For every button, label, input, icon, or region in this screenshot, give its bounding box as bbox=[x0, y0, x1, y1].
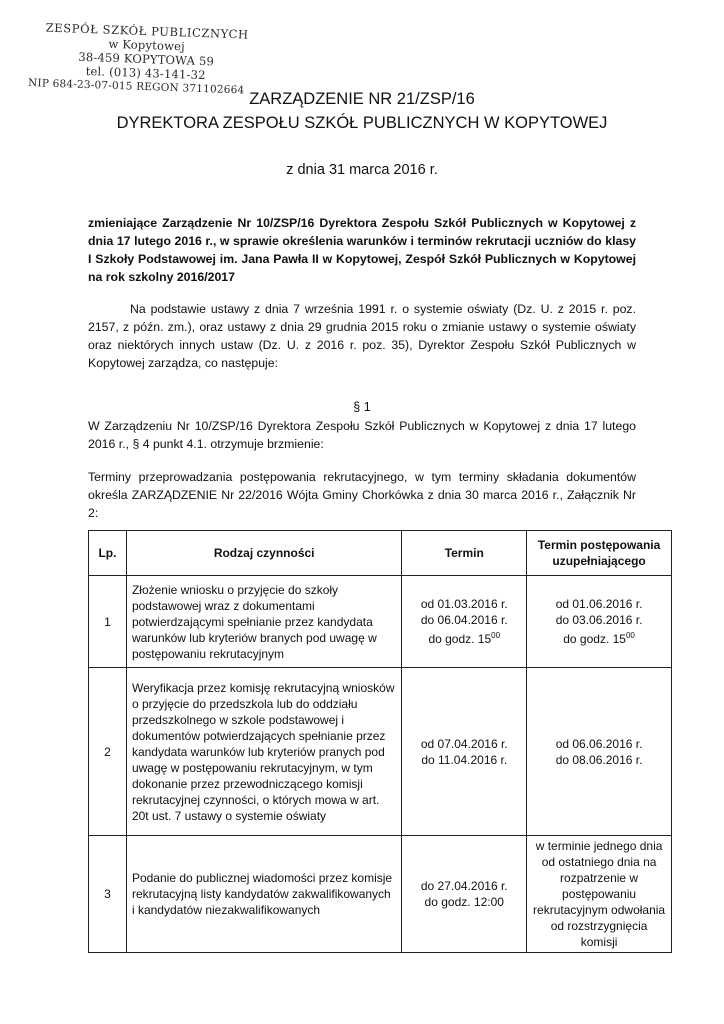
row-activity: Podanie do publicznej wiadomości przez komisje rekrutacyjną listy kandydatów zakwalifikowanych i kandydatów niezakwalifikowanych bbox=[126, 836, 401, 953]
row-lp: 1 bbox=[89, 576, 127, 668]
row-supplementary-term: w terminie jednego dnia od ostatniego dnia na rozpatrzenie w postępowaniu rekrutacyjnym odwołania od rozstrzygnięcia komisji bbox=[527, 836, 672, 953]
recruitment-schedule-table bbox=[88, 530, 672, 953]
document-date: z dnia 31 marca 2016 r. bbox=[286, 162, 438, 178]
term-line: od 06.06.2016 r. bbox=[555, 736, 643, 751]
stamp-line: ZESPÓŁ SZKÓŁ PUBLICZNYCH bbox=[45, 20, 249, 42]
term-line: do godz. $15^{00}$ bbox=[428, 631, 501, 646]
legal-basis-paragraph: Na podstawie ustawy z dnia 7 września 1991 r. o systemie oświaty (Dz. U. z 2015 r. poz. 2157, z późn. zm.), oraz ustawy z dnia 29 grudnia 2015 roku o zmianie ustawy o systemie oświaty oraz niektórych innych ustaw (Dz. U. z 2016 r. poz. 35), Dyrektor Zespołu Szkół Publicznych w Kopytowej zarządza, co następuje: bbox=[88, 302, 636, 370]
term-line: do 06.04.2016 r. bbox=[420, 613, 508, 627]
table-row bbox=[89, 668, 672, 836]
subject-paragraph: zmieniające Zarządzenie Nr 10/ZSP/16 Dyrektora Zespołu Szkół Publicznych w Kopytowej z dnia 17 lutego 2016 r., w sprawie określenia warunków i terminów rekrutacji uczniów do klasy I Szkoły Podstawowej im. Jana Pawła II w Kopytowej, Zespół Szkół Publicznych w Kopytowej na rok szkolny 2016/2017 bbox=[88, 216, 636, 284]
section-mark: § 1 bbox=[353, 400, 371, 414]
stamp-line: w Kopytowej bbox=[108, 36, 186, 54]
row-activity: Weryfikacja przez komisję rekrutacyjną wniosków o przyjęcie do przedszkola lub do oddziału przedszkolnego w szkole podstawowej i dokumentów potwierdzających spełnianie przez kandydata warunków lub kryteriów pranych pod uwagę w postępowaniu rekrutacyjnym, w tym dokonanie przez przewodniczącego komisji rekrutacyjnej czynności, o których mowa w art. 20t ust. 7 ustawy o systemie oświaty bbox=[126, 668, 401, 836]
row-supplementary-term bbox=[527, 668, 672, 836]
row-supplementary-term bbox=[527, 576, 672, 668]
school-stamp bbox=[28, 20, 265, 98]
row-activity: Złożenie wniosku o przyjęcie do szkoły podstawowej wraz z dokumentami potwierdzającymi spełnianie przez kandydata warunków lub kryteriów branych pod uwagę w postępowaniu rekrutacyjnym bbox=[126, 576, 401, 668]
section-text: W Zarządzeniu Nr 10/ZSP/16 Dyrektora Zespołu Szkół Publicznych w Kopytowej z dnia 17 lutego 2016 r., § 4 punkt 4.1. otrzymuje brzmienie: bbox=[88, 419, 636, 451]
header-activity: Rodzaj czynności bbox=[126, 531, 401, 576]
stamp-line: tel. (013) 43-141-32 bbox=[85, 63, 206, 83]
table-row bbox=[89, 576, 672, 668]
term-line: do godz. $15^{00}$ bbox=[563, 631, 635, 646]
stamp-line: NIP 684-23-07-015 REGON 371102664 bbox=[27, 76, 245, 97]
table-row bbox=[89, 836, 672, 953]
document-title: ZARZĄDZENIE NR 21/ZSP/16 bbox=[249, 90, 475, 108]
row-lp: 3 bbox=[89, 836, 127, 953]
term-line: do 03.06.2016 r. bbox=[555, 613, 643, 627]
header-lp: Lp. bbox=[89, 531, 127, 576]
term-line: od 01.06.2016 r. bbox=[555, 597, 643, 611]
term-line: do 11.04.2016 r. bbox=[421, 752, 508, 767]
header-supplementary-term: Termin postępowania uzupełniającego bbox=[527, 531, 672, 576]
term-line: od 07.04.2016 r. bbox=[420, 736, 508, 751]
row-term bbox=[402, 836, 527, 953]
row-term bbox=[402, 668, 527, 836]
term-line: do 27.04.2016 r. bbox=[420, 879, 508, 893]
term-line: do godz. 12:00 bbox=[424, 895, 504, 909]
terms-paragraph: Terminy przeprowadzania postępowania rekrutacyjnego, w tym terminy składania dokumentów określa ZARZĄDZENIE Nr 22/2016 Wójta Gminy Chorkówka z dnia 30 marca 2016 r., Załącznik Nr 2: bbox=[88, 470, 636, 520]
row-lp: 2 bbox=[89, 668, 127, 836]
row-term bbox=[402, 576, 527, 668]
stamp-line: 38-459 KOPYTOWA 59 bbox=[78, 49, 215, 69]
header-term: Termin bbox=[402, 531, 527, 576]
term-line: do 08.06.2016 r. bbox=[555, 752, 643, 767]
table-header-row bbox=[89, 531, 672, 576]
document-subtitle: DYREKTORA ZESPOŁU SZKÓŁ PUBLICZNYCH W KOPYTOWEJ bbox=[116, 114, 608, 132]
term-line: od 01.03.2016 r. bbox=[420, 597, 508, 611]
